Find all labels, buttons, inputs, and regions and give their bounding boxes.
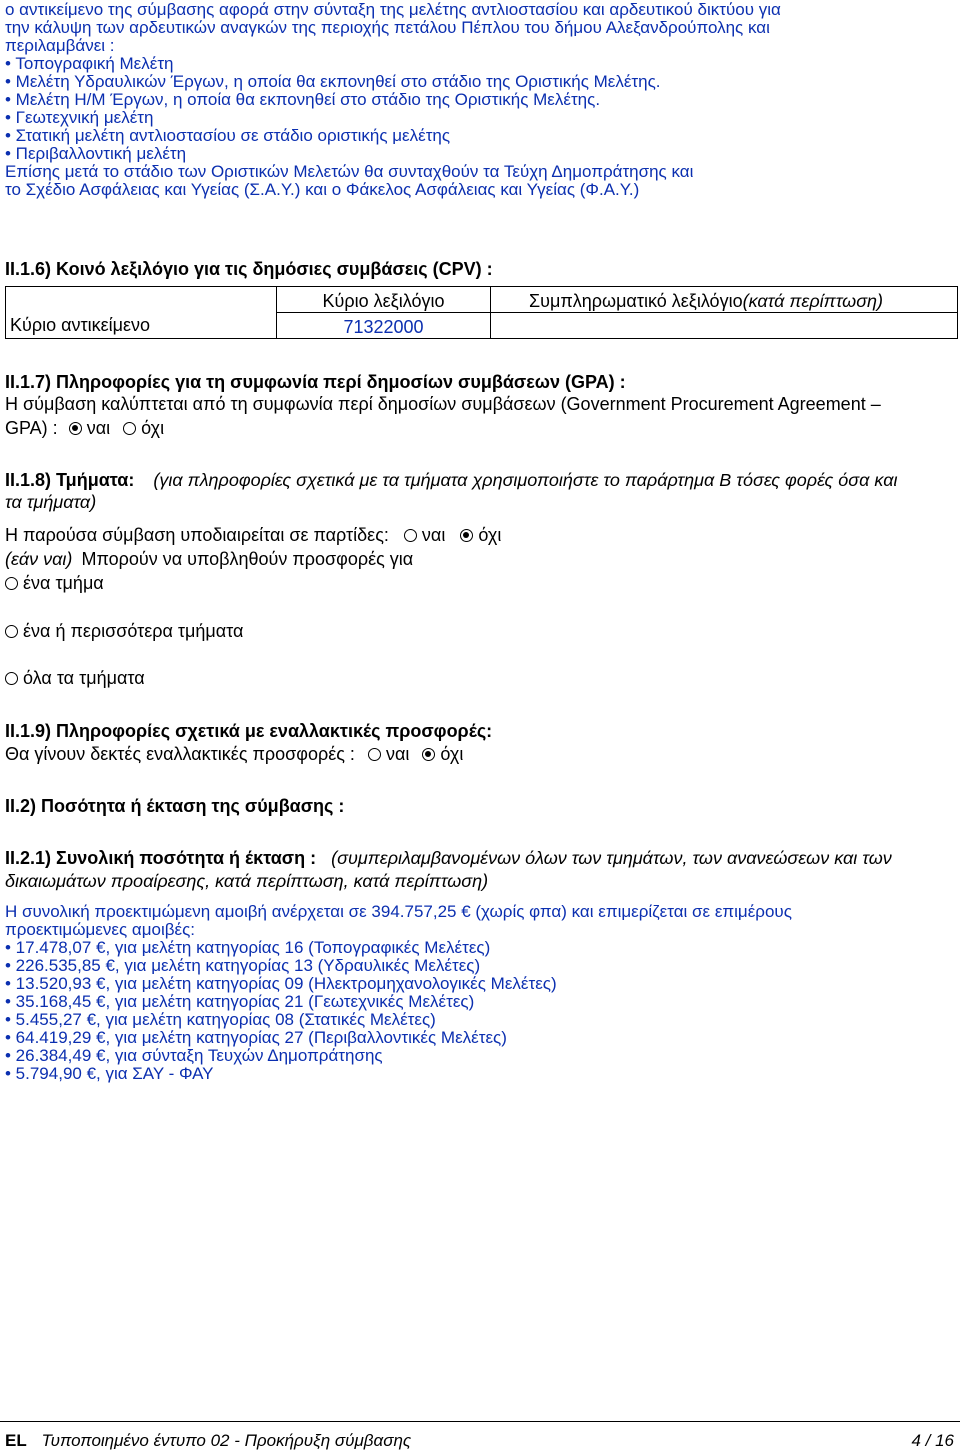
cpv-empty-cell — [6, 287, 277, 313]
intro-list-item: • Τοπογραφική Μελέτη — [5, 54, 174, 73]
cpv-row-label: Κύριο αντικείμενο — [6, 313, 277, 339]
gpa-yes-label: ναι — [86, 418, 111, 438]
gpa-no-label: όχι — [141, 418, 165, 438]
lots-opt3-radio[interactable] — [5, 672, 18, 685]
variants-yes-label: ναι — [385, 744, 410, 764]
intro-line-3: περιλαμβάνει : — [5, 36, 115, 55]
lots-heading-row — [5, 469, 897, 491]
lots-opt2-radio[interactable] — [5, 625, 18, 638]
gpa-text-2: GPA) : — [5, 418, 58, 438]
variants-heading: II.1.9) Πληροφορίες σχετικά με εναλλακτικές προσφορές: — [5, 721, 493, 741]
intro-list-item: • Μελέτη Υδραυλικών Έργων, η οποία θα εκπονηθεί στο στάδιο της Οριστικής Μελέτης. — [5, 72, 661, 91]
cpv-main-code: 71322000 — [277, 313, 491, 339]
lots-if-yes: (εάν ναι) — [5, 549, 73, 569]
gpa-heading: II.1.7) Πληροφορίες για τη συμφωνία περί δημοσίων συμβάσεων (GPA) : — [5, 372, 626, 392]
lots-no-label: όχι — [478, 525, 502, 545]
lots-question: Η παρούσα σύμβαση υποδιαιρείται σε παρτίδες: — [5, 525, 389, 545]
lots-opt1-radio[interactable] — [5, 577, 18, 590]
lots-yes-label: ναι — [421, 525, 446, 545]
fee-list-item: • 5.455,27 €, για μελέτη κατηγορίας 08 (Στατικές Μελέτες) — [5, 1010, 436, 1029]
fee-list-item: • 26.384,49 €, για σύνταξη Τευχών Δημοπράτησης — [5, 1046, 383, 1065]
lots-opt2-label: ένα ή περισσότερα τμήματα — [23, 621, 244, 641]
gpa-text-1: Η σύμβαση καλύπτεται από τη συμφωνία περί δημοσίων συμβάσεων (Government Procurement Agreement – — [5, 394, 881, 414]
footer-divider — [0, 1421, 960, 1422]
fee-list-item: • 17.478,07 €, για μελέτη κατηγορίας 16 (Τοπογραφικές Μελέτες) — [5, 938, 491, 957]
lots-option-one — [5, 572, 104, 594]
quantity-heading: II.2) Ποσότητα ή έκταση της σύμβασης : — [5, 796, 345, 816]
lots-opt3-label: όλα τα τμήματα — [23, 668, 145, 688]
footer-page-number: 4 / 16 — [911, 1431, 954, 1450]
intro-list-item: • Στατική μελέτη αντλιοστασίου σε στάδιο οριστικής μελέτης — [5, 126, 451, 145]
total-fee-2: προεκτιμώμενες αμοιβές: — [5, 920, 195, 939]
variants-question-row — [5, 743, 463, 765]
cpv-supp-code — [491, 313, 958, 339]
variants-no-radio[interactable] — [422, 748, 435, 761]
total-heading-row — [5, 847, 892, 869]
gpa-answer-row — [5, 417, 164, 439]
lots-question-row — [5, 524, 501, 546]
footer-lang: EL — [5, 1431, 27, 1450]
fee-list-item: • 64.419,29 €, για μελέτη κατηγορίας 27 (Περιβαλλοντικές Μελέτες) — [5, 1028, 507, 1047]
fee-list-item: • 35.168,45 €, για μελέτη κατηγορίας 21 (Γεωτεχνικές Μελέτες) — [5, 992, 475, 1011]
lots-option-all — [5, 667, 145, 689]
cpv-col-supp-note: (κατά περίπτωση) — [742, 291, 884, 311]
lots-heading: II.1.8) Τμήματα: — [5, 470, 135, 490]
intro-list-item: • Γεωτεχνική μελέτη — [5, 108, 154, 127]
intro-list-item: • Μελέτη Η/Μ Έργων, η οποία θα εκπονηθεί στο στάδιο της Οριστικής Μελέτης. — [5, 90, 601, 109]
intro-line-1: ο αντικείμενο της σύμβασης αφορά στην σύνταξη της μελέτης αντλιοστασίου και αρδευτικού δικτύου για — [5, 0, 781, 19]
cpv-table — [5, 286, 958, 339]
total-note-2: δικαιωμάτων προαίρεσης, κατά περίπτωση, κατά περίπτωση) — [5, 871, 489, 891]
variants-yes-radio[interactable] — [368, 748, 381, 761]
fee-list-item: • 5.794,90 €, για ΣΑΥ - ΦΑΥ — [5, 1064, 214, 1083]
intro-after-2: το Σχέδιο Ασφάλειας και Υγείας (Σ.Α.Υ.) και ο Φάκελος Ασφάλειας και Υγείας (Φ.Α.Υ.) — [5, 180, 640, 199]
lots-yes-radio[interactable] — [404, 529, 417, 542]
total-fee-1: Η συνολική προεκτιμώμενη αμοιβή ανέρχεται σε 394.757,25 € (χωρίς φπα) και επιμερίζεται σε επιμέρους — [5, 902, 792, 921]
fee-list-item: • 13.520,93 €, για μελέτη κατηγορίας 09 (Ηλεκτρομηχανολογικές Μελέτες) — [5, 974, 557, 993]
intro-after-1: Επίσης μετά το στάδιο των Οριστικών Μελετών θα συνταχθούν τα Τεύχη Δημοπράτησης και — [5, 162, 694, 181]
intro-line-2: την κάλυψη των αρδευτικών αναγκών της περιοχής πετάλου Πέπλου του δήμου Αλεξανδρούπολης και — [5, 18, 770, 37]
lots-note-1: (για πληροφορίες σχετικά με τα τμήματα χρησιμοποιήστε το παράρτημα Β τόσες φορές όσα και — [153, 470, 898, 490]
lots-opt1-label: ένα τμήμα — [23, 573, 104, 593]
intro-list-item: • Περιβαλλοντική μελέτη — [5, 144, 187, 163]
lots-no-radio[interactable] — [460, 529, 473, 542]
footer-title: Τυποποιημένο έντυπο 02 - Προκήρυξη σύμβασης — [41, 1431, 412, 1450]
cpv-col-supp-label: Συμπληρωματικό λεξιλόγιο — [529, 291, 743, 311]
cpv-col-main: Κύριο λεξιλόγιο — [277, 287, 491, 313]
variants-question: Θα γίνουν δεκτές εναλλακτικές προσφορές : — [5, 744, 355, 764]
cpv-heading: II.1.6) Κοινό λεξιλόγιο για τις δημόσιες συμβάσεις (CPV) : — [5, 259, 493, 279]
lots-note-2: τα τμήματα) — [5, 492, 97, 512]
footer-left — [5, 1432, 411, 1450]
lots-option-several — [5, 620, 243, 642]
variants-no-label: όχι — [440, 744, 464, 764]
fee-list-item: • 226.535,85 €, για μελέτη κατηγορίας 13 (Υδραυλικές Μελέτες) — [5, 956, 481, 975]
cpv-col-supp — [491, 287, 958, 313]
lots-bids-row — [5, 548, 413, 570]
gpa-yes-radio[interactable] — [69, 422, 82, 435]
total-note-1: (συμπεριλαμβανομένων όλων των τμημάτων, των ανανεώσεων και των — [331, 848, 892, 868]
lots-bids-for: Μπορούν να υποβληθούν προσφορές για — [81, 549, 414, 569]
total-heading: II.2.1) Συνολική ποσότητα ή έκταση : — [5, 848, 317, 868]
gpa-no-radio[interactable] — [123, 422, 136, 435]
